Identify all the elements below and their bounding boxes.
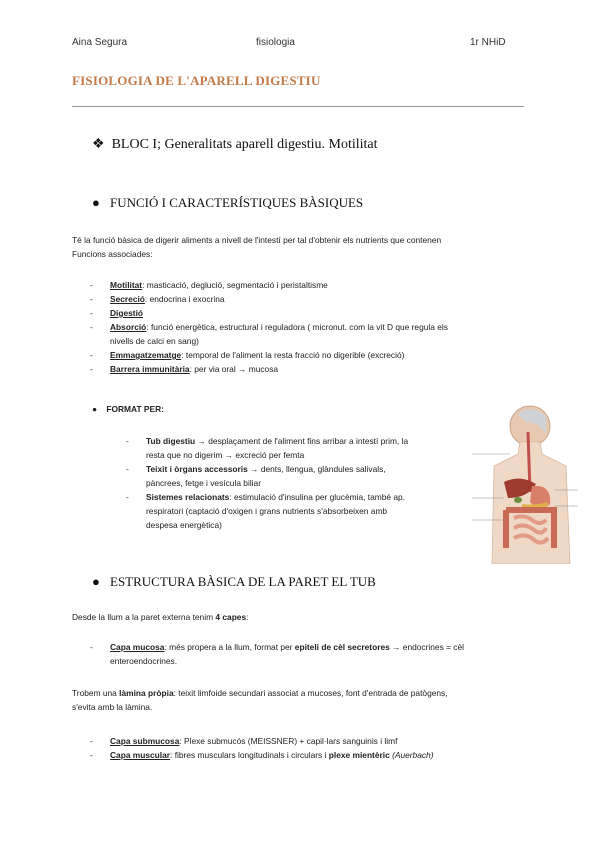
- bullet-icon: ●: [92, 574, 100, 589]
- intro-line-2: Funcions associades:: [72, 249, 153, 259]
- lamina-paragraph: Trobem una làmina pròpia: teixit limfoide secundari associat a mucoses, font d'entrada de patògens, s'evita amb la làmina.: [72, 688, 448, 712]
- section-heading-1: [92, 195, 363, 211]
- list-item: - Capa mucosa: més propera a la llum, format per epiteli de cèl secretores → endocrines = cèl: [90, 642, 465, 652]
- section2-intro: Desde la llum a la paret externa tenim 4 capes:: [72, 612, 249, 622]
- document-title: FISIOLOGIA DE L'APARELL DIGESTIU: [72, 73, 321, 88]
- format-per-label: ● FORMAT PER:: [92, 404, 164, 414]
- list-item-continuation: respiratori (captació d'oxigen i grans nutrients s'absorbeixen amb: [146, 506, 388, 516]
- list-item: - Absorció: funció energètica, estructural i reguladora ( micronut. com la vit D que regula els: [90, 322, 448, 332]
- bullet-icon: ●: [92, 195, 100, 210]
- mucosa-list: [90, 640, 530, 668]
- intro-line: Té la funció bàsica de digerir aliments a nivell de l'intestí per tal d'obtenir els nutrients que contenen: [72, 235, 442, 245]
- header-course: 1r NHiD: [470, 37, 506, 48]
- section1-intro: [72, 233, 532, 261]
- format-list: [126, 434, 471, 532]
- diamond-bullet-icon: ❖: [92, 137, 105, 152]
- list-item: - Teixit i òrgans accessoris → dents, llengua, glàndules salivals,: [126, 464, 386, 474]
- digestive-system-illustration: [470, 402, 580, 564]
- section-title-1: FUNCIÓ I CARACTERÍSTIQUES BÀSIQUES: [110, 195, 364, 210]
- header-subject: fisiologia: [256, 37, 295, 48]
- list-item: - Capa muscular: fibres musculars longitudinals i circulars i plexe mientèric (Auerbach): [90, 750, 434, 760]
- list-item-continuation: pàncrees, fetge i vesícula biliar: [146, 478, 261, 488]
- list-item: - Capa submucosa: Plexe submucós (MEISSNER) + capil·lars sanguinis i limf: [90, 736, 398, 746]
- list-item: - Secreció: endocrina i exocrina: [90, 294, 225, 304]
- list-item: - Emmagatzematge: temporal de l'aliment la resta fracció no digerible (excreció): [90, 350, 405, 360]
- digestive-system-icon: [470, 402, 580, 564]
- list-item-continuation: nivells de calci en sang): [110, 336, 199, 346]
- list-item-continuation: enteroendocrines.: [110, 656, 178, 666]
- list-item: - Barrera immunitària: per via oral → mucosa: [90, 364, 279, 374]
- section-title-2: ESTRUCTURA BÀSICA DE LA PARET EL TUB: [110, 574, 376, 589]
- bloc-heading-text: BLOC I; Generalitats aparell digestiu. Motilitat: [111, 137, 378, 152]
- bloc-heading: [92, 136, 378, 153]
- list-item: - Digestió: [90, 308, 144, 318]
- list-item-continuation: resta que no digerim → excreció per femta: [146, 450, 305, 460]
- list-item: - Motilitat: masticació, deglució, segmentació i peristaltisme: [90, 280, 328, 290]
- list-item: - Tub digestiu → desplaçament de l'aliment fins arribar a intestí prim, la: [126, 436, 409, 446]
- functions-list: [90, 278, 530, 376]
- list-item-continuation: despesa energètica): [146, 520, 222, 530]
- title-divider: [72, 106, 524, 107]
- list-item: - Sistemes relacionats: estimulació d'insulina per glucèmia, també ap.: [126, 492, 406, 502]
- header-author: Aina Segura: [72, 37, 128, 48]
- layers-list: [90, 734, 530, 762]
- section-heading-2: [92, 574, 376, 590]
- small-bullet-icon: ●: [92, 404, 98, 414]
